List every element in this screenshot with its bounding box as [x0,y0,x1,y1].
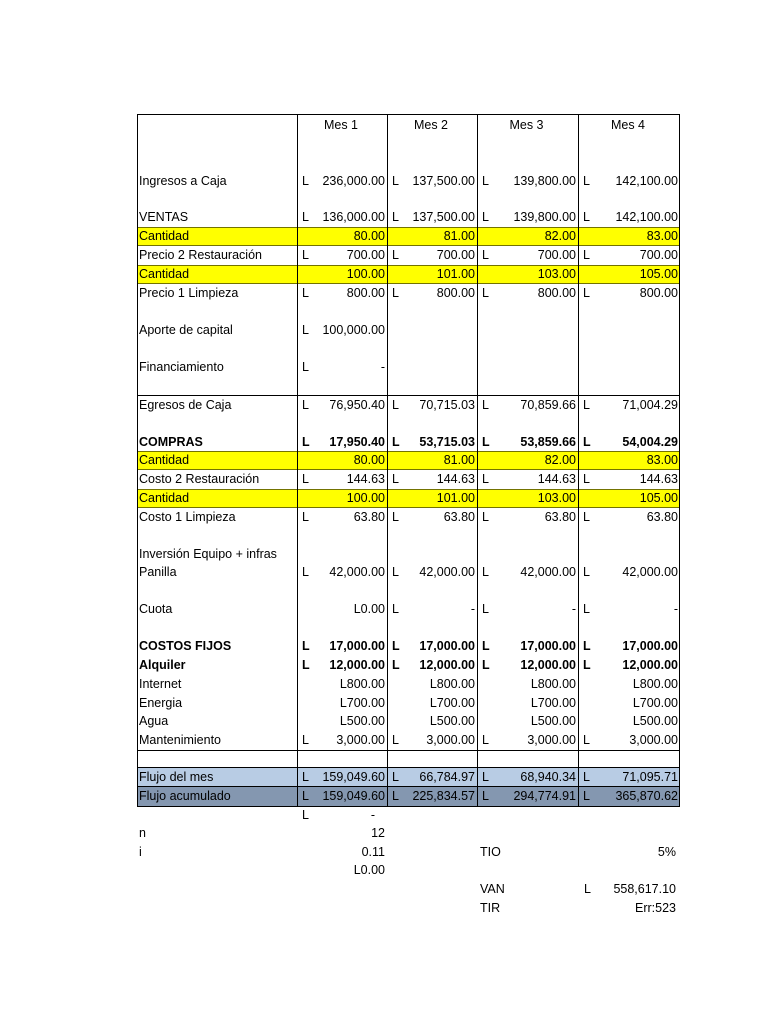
row-label: Panilla [139,565,177,579]
currency-symbol: L [482,789,489,803]
i-label: i [139,845,142,859]
currency-symbol: L [482,472,489,486]
row-label: Financiamiento [139,360,224,374]
cell-value: 12,000.00 [520,658,576,672]
cell-value: L0.00 [353,602,385,616]
cell-value: 81.00 [443,229,475,243]
cell-value: 54,004.29 [622,435,678,449]
cell-value: 3,000.00 [629,733,678,747]
currency-symbol: L [302,808,309,822]
row-label: Cantidad [139,267,190,281]
cell-value: 365,870.62 [615,789,678,803]
currency-symbol: L [392,286,399,300]
cell-value: 139,800.00 [513,174,576,188]
cell-value: 71,004.29 [622,398,678,412]
currency-symbol: L [583,398,590,412]
cell-value: 42,000.00 [520,565,576,579]
currency-symbol: L [302,398,309,412]
currency-symbol: L [583,210,590,224]
cell-value: 3,000.00 [426,733,475,747]
cell-value: - [380,360,385,374]
cell-value: 144.63 [436,472,475,486]
grid-line [387,114,388,806]
cell-value: 66,784.97 [419,770,475,784]
cell-value: 3,000.00 [336,733,385,747]
cell-value: L800.00 [429,677,475,691]
currency-symbol: L [482,435,490,449]
cell-value: 70,859.66 [520,398,576,412]
currency-symbol: L [392,248,399,262]
row-label: Precio 2 Restauración [139,248,262,262]
cell-value: 76,950.40 [329,398,385,412]
grid-line [578,114,579,806]
cell-value: 800.00 [346,286,385,300]
cell-value: 294,774.91 [513,789,576,803]
currency-symbol: L [583,565,590,579]
cell-value: 83.00 [646,453,678,467]
row-label: Flujo del mes [139,770,214,784]
cell-value: 800.00 [436,286,475,300]
cell-value: - [571,602,576,616]
currency-symbol: L [482,510,489,524]
cell-value: 103.00 [537,491,576,505]
cell-value: - [370,808,375,822]
cell-value: - [470,602,475,616]
currency-symbol: L [392,472,399,486]
currency-symbol: L [302,565,309,579]
cell-value: 105.00 [639,491,678,505]
currency-symbol: L [583,789,590,803]
cell-value: L500.00 [339,714,385,728]
cell-value: 17,000.00 [622,639,678,653]
van-label: VAN [480,882,505,896]
cell-value: 105.00 [639,267,678,281]
cell-value: 82.00 [544,453,576,467]
currency-symbol: L [302,733,309,747]
cell-value: 225,834.57 [412,789,475,803]
currency-symbol: L [583,658,591,672]
currency-symbol: L [482,286,489,300]
cell-value: 12,000.00 [622,658,678,672]
cell-value: 137,500.00 [412,210,475,224]
grid-line [477,114,478,806]
cell-value: 101.00 [436,491,475,505]
cell-value: 17,950.40 [329,435,385,449]
row-label: COMPRAS [139,435,203,449]
cell-value: 12,000.00 [419,658,475,672]
currency-symbol: L [392,639,400,653]
cell-value: 63.80 [353,510,385,524]
cell-value: 144.63 [346,472,385,486]
row-label: Cuota [139,602,173,616]
currency-symbol: L [392,789,399,803]
cell-value: 142,100.00 [615,210,678,224]
cell-value: 53,715.03 [419,435,475,449]
currency-symbol: L [392,565,399,579]
cell-value: 100.00 [346,267,385,281]
cell-value: 42,000.00 [329,565,385,579]
column-header: Mes 3 [509,118,544,132]
cell-value: 17,000.00 [329,639,385,653]
currency-symbol: L [583,174,590,188]
cell-value: L700.00 [429,696,475,710]
cell-value: 12,000.00 [329,658,385,672]
currency-symbol: L [392,510,399,524]
currency-symbol: L [583,770,590,784]
row-label: Inversión Equipo + infras [139,547,277,561]
currency-symbol: L [302,323,309,337]
cell-value: 136,000.00 [322,210,385,224]
i-value: 0.11 [361,845,385,859]
cell-value: 63.80 [443,510,475,524]
currency-symbol: L [392,770,399,784]
tio-label: TIO [480,845,501,859]
currency-symbol: L [302,360,309,374]
row-label: Cantidad [139,453,190,467]
cell-value: L800.00 [339,677,385,691]
tir-value: Err:523 [635,901,676,915]
currency-symbol: L [302,435,310,449]
cell-value: 53,859.66 [520,435,576,449]
currency-symbol: L [302,174,309,188]
row-label: Costo 1 Limpieza [139,510,236,524]
cell-value: 82.00 [544,229,576,243]
cell-value: - [673,602,678,616]
cell-value: 63.80 [544,510,576,524]
cell-value: L800.00 [530,677,576,691]
currency-symbol: L [482,210,489,224]
currency-symbol: L [482,248,489,262]
cell-value: 700.00 [346,248,385,262]
cell-value: 42,000.00 [622,565,678,579]
cell-value: 144.63 [537,472,576,486]
cell-value: 137,500.00 [412,174,475,188]
currency-symbol: L [302,248,309,262]
currency-symbol: L [392,210,399,224]
cell-value: 83.00 [646,229,678,243]
cell-value: 103.00 [537,267,576,281]
n-label: n [139,826,146,840]
currency-symbol: L [584,882,591,896]
cell-value: 71,095.71 [622,770,678,784]
cell-value: L0.00 [353,863,385,877]
currency-symbol: L [302,770,309,784]
grid-line [137,750,680,751]
currency-symbol: L [583,639,591,653]
cell-value: L500.00 [632,714,678,728]
grid-line [137,806,680,807]
currency-symbol: L [482,733,489,747]
column-header: Mes 4 [610,118,646,132]
currency-symbol: L [482,398,489,412]
row-label: Aporte de capital [139,323,233,337]
grid-line [679,114,680,806]
cell-value: L500.00 [530,714,576,728]
cell-value: 100.00 [346,491,385,505]
currency-symbol: L [392,398,399,412]
row-label: Mantenimiento [139,733,221,747]
currency-symbol: L [302,789,309,803]
currency-symbol: L [302,639,310,653]
cell-value: 100,000.00 [322,323,385,337]
cell-value: 800.00 [639,286,678,300]
cell-value: 800.00 [537,286,576,300]
cell-value: 3,000.00 [527,733,576,747]
row-label: Flujo acumulado [139,789,231,803]
currency-symbol: L [392,435,400,449]
cell-value: 17,000.00 [520,639,576,653]
cell-value: 700.00 [537,248,576,262]
row-label: Internet [139,677,182,691]
cell-value: 80.00 [353,229,385,243]
currency-symbol: L [392,733,399,747]
currency-symbol: L [583,733,590,747]
cell-value: 142,100.00 [615,174,678,188]
cell-value: 159,049.60 [322,770,385,784]
cell-value: 42,000.00 [419,565,475,579]
currency-symbol: L [583,602,590,616]
currency-symbol: L [482,602,489,616]
cell-value: L700.00 [339,696,385,710]
row-label: COSTOS FIJOS [139,639,232,653]
row-label: Cantidad [139,229,190,243]
cell-value: L800.00 [632,677,678,691]
currency-symbol: L [302,286,309,300]
cell-value: 63.80 [646,510,678,524]
currency-symbol: L [583,286,590,300]
cell-value: 144.63 [639,472,678,486]
cell-value: 700.00 [639,248,678,262]
row-label: Agua [139,714,169,728]
currency-symbol: L [302,210,309,224]
currency-symbol: L [302,472,309,486]
tio-value: 5% [657,845,676,859]
currency-symbol: L [392,658,400,672]
cell-value: 70,715.03 [419,398,475,412]
row-label: Cantidad [139,491,190,505]
cell-value: L500.00 [429,714,475,728]
row-label: Energia [139,696,183,710]
cell-value: L700.00 [530,696,576,710]
row-label: Ingresos a Caja [139,174,227,188]
cell-value: 159,049.60 [322,789,385,803]
cell-value: 80.00 [353,453,385,467]
row-label: Costo 2 Restauración [139,472,260,486]
currency-symbol: L [482,639,490,653]
cell-value: 81.00 [443,453,475,467]
currency-symbol: L [482,658,490,672]
currency-symbol: L [482,770,489,784]
n-value: 12 [371,826,385,840]
currency-symbol: L [482,174,489,188]
grid-line [297,114,298,806]
tir-label: TIR [480,901,501,915]
row-label: VENTAS [139,210,189,224]
currency-symbol: L [583,435,591,449]
cell-value: 139,800.00 [513,210,576,224]
cell-value: 17,000.00 [419,639,475,653]
currency-symbol: L [302,510,309,524]
column-header: Mes 1 [323,118,359,132]
row-label: Precio 1 Limpieza [139,286,239,300]
currency-symbol: L [583,472,590,486]
currency-symbol: L [392,174,399,188]
grid-line [137,114,680,115]
currency-symbol: L [392,602,399,616]
row-label: Egresos de Caja [139,398,232,412]
cell-value: 700.00 [436,248,475,262]
currency-symbol: L [482,565,489,579]
van-value: 558,617.10 [613,882,676,896]
cell-value: 68,940.34 [520,770,576,784]
currency-symbol: L [583,510,590,524]
grid-line [137,114,138,806]
cell-value: L700.00 [632,696,678,710]
column-header: Mes 2 [413,118,449,132]
currency-symbol: L [583,248,590,262]
row-label: Alquiler [139,658,186,672]
currency-symbol: L [302,658,310,672]
cell-value: 101.00 [436,267,475,281]
cell-value: 236,000.00 [322,174,385,188]
